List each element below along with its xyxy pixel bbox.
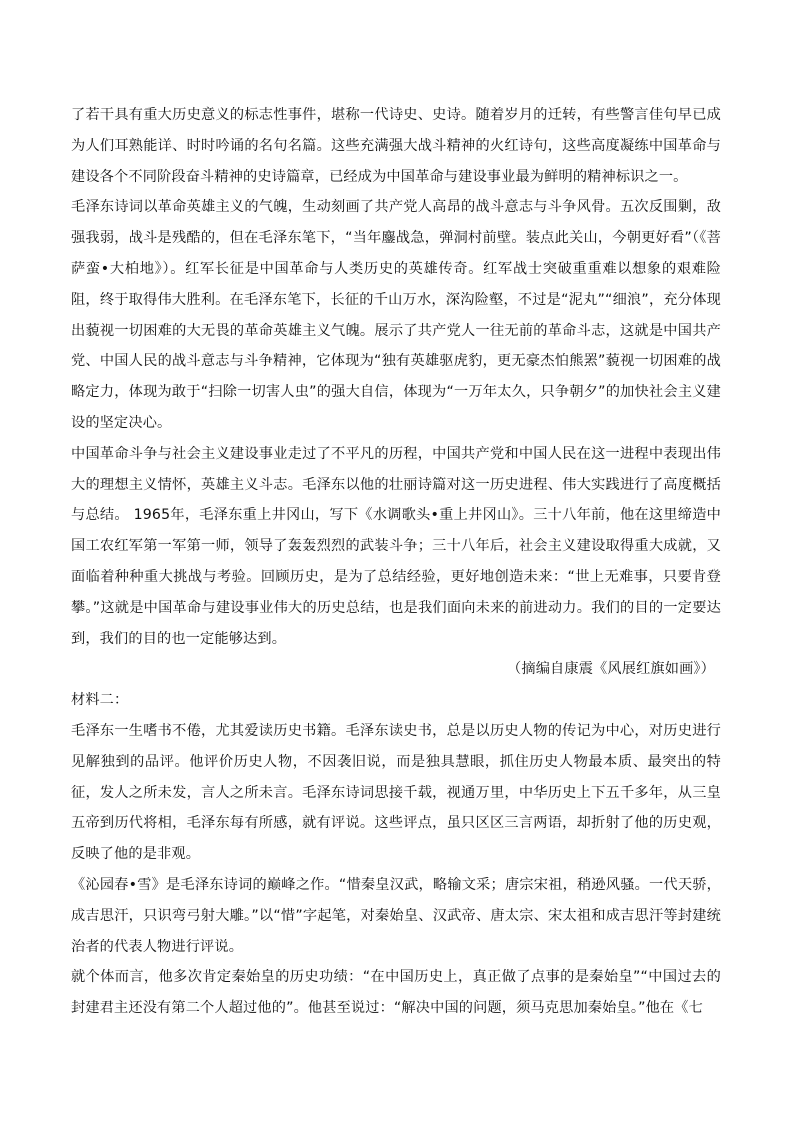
paragraph-6: 就个体而言，他多次肯定秦始皇的历史功绩：“在中国历史上，真正做了点事的是秦始皇”“中国过去的封建君主还没有第二个人超过他的”。他甚至说过：“解决中国的问题，须马克思加秦始皇。”他在《七 [71,969,721,1017]
section-heading-material-2: 材料二： [71,692,129,709]
paragraph-5: 《沁园春•雪》是毛泽东诗词的巅峰之作。“惜秦皇汉武，略输文采；唐宗宋祖，稍逊风骚。一代天骄，成吉思汗，只识弯弓射大雕。”以“惜”字起笔，对秦始皇、汉武帝、唐太宗、宋太祖和成吉思汗等封建统治者的代表人物进行评说。 [71,876,721,955]
paragraph-3: 中国革命斗争与社会主义建设事业走过了不平凡的历程，中国共产党和中国人民在这一进程中表现出伟大的理想主义情怀，英雄主义斗志。毛泽东以他的壮丽诗篇对这一历史进程、伟大实践进行了高度概括与总结。 1965年，毛泽东重上井冈山，写下《水调歌头•重上井冈山》。三十八年前，他在这里缔造中国工农红军第一军第一师，领导了轰轰烈烈的武装斗争；三十八年后，社会主义建设取得重大成就，又面临着种种重大挑战与考验。回顾历史，是为了总结经验，更好地创造未来：“世上无难事，只要肯登攀。”这就是中国革命与建设事业伟大的历史总结，也是我们面向未来的前进动力。我们的目的一定要达到，我们的目的也一定能够达到。 [71,445,721,647]
source-citation: （摘编自康震《风展红旗如画》） [507,661,715,678]
paragraph-4: 毛泽东一生嗜书不倦，尤其爱读历史书籍。毛泽东读史书，总是以历史人物的传记为中心，对历史进行见解独到的品评。他评价历史人物，不因袭旧说，而是独具慧眼，抓住历史人物最本质、最突出的特征，发人之所未发，言人之所未言。毛泽东诗词思接千载，视通万里，中华历史上下五千多年，从三皇五帝到历代将相，毛泽东每有所感，就有评说。这些评点，虽只区区三言两语，却折射了他的历史观，反映了他的是非观。 [71,722,721,863]
paragraph-1: 了若干具有重大历史意义的标志性事件，堪称一代诗史、史诗。随着岁月的迁转，有些警言佳句早已成为人们耳熟能详、时时吟诵的名句名篇。这些充满强大战斗精神的火红诗句，这些高度凝练中国革命与建设各个不同阶段奋斗精神的史诗篇章，已经成为中国革命与建设事业最为鲜明的精神标识之一。 [71,107,721,185]
paragraph-2: 毛泽东诗词以革命英雄主义的气魄，生动刻画了共产党人高昂的战斗意志与斗争风骨。五次反围剿，敌强我弱，战斗是残酷的，但在毛泽东笔下，“当年鏖战急，弹洞村前壁。装点此关山，今朝更好看”（《菩萨蛮•大柏地》）。红军长征是中国革命与人类历史的英雄传奇。红军战士突破重重难以想象的艰难险阻，终于取得伟大胜利。在毛泽东笔下，长征的千山万水，深沟险壑，不过是“泥丸”“细浪”，充分体现出藐视一切困难的大无畏的革命英雄主义气魄。展示了共产党人一往无前的革命斗志，这就是中国共产党、中国人民的战斗意志与斗争精神，它体现为“独有英雄驱虎豹，更无豪杰怕熊罴”藐视一切困难的战略定力，体现为敢于“扫除一切害人虫”的强大自信，体现为“一万年太久，只争朝夕”的加快社会主义建设的坚定决心。 [71,199,721,431]
document-body [71,100,721,1024]
